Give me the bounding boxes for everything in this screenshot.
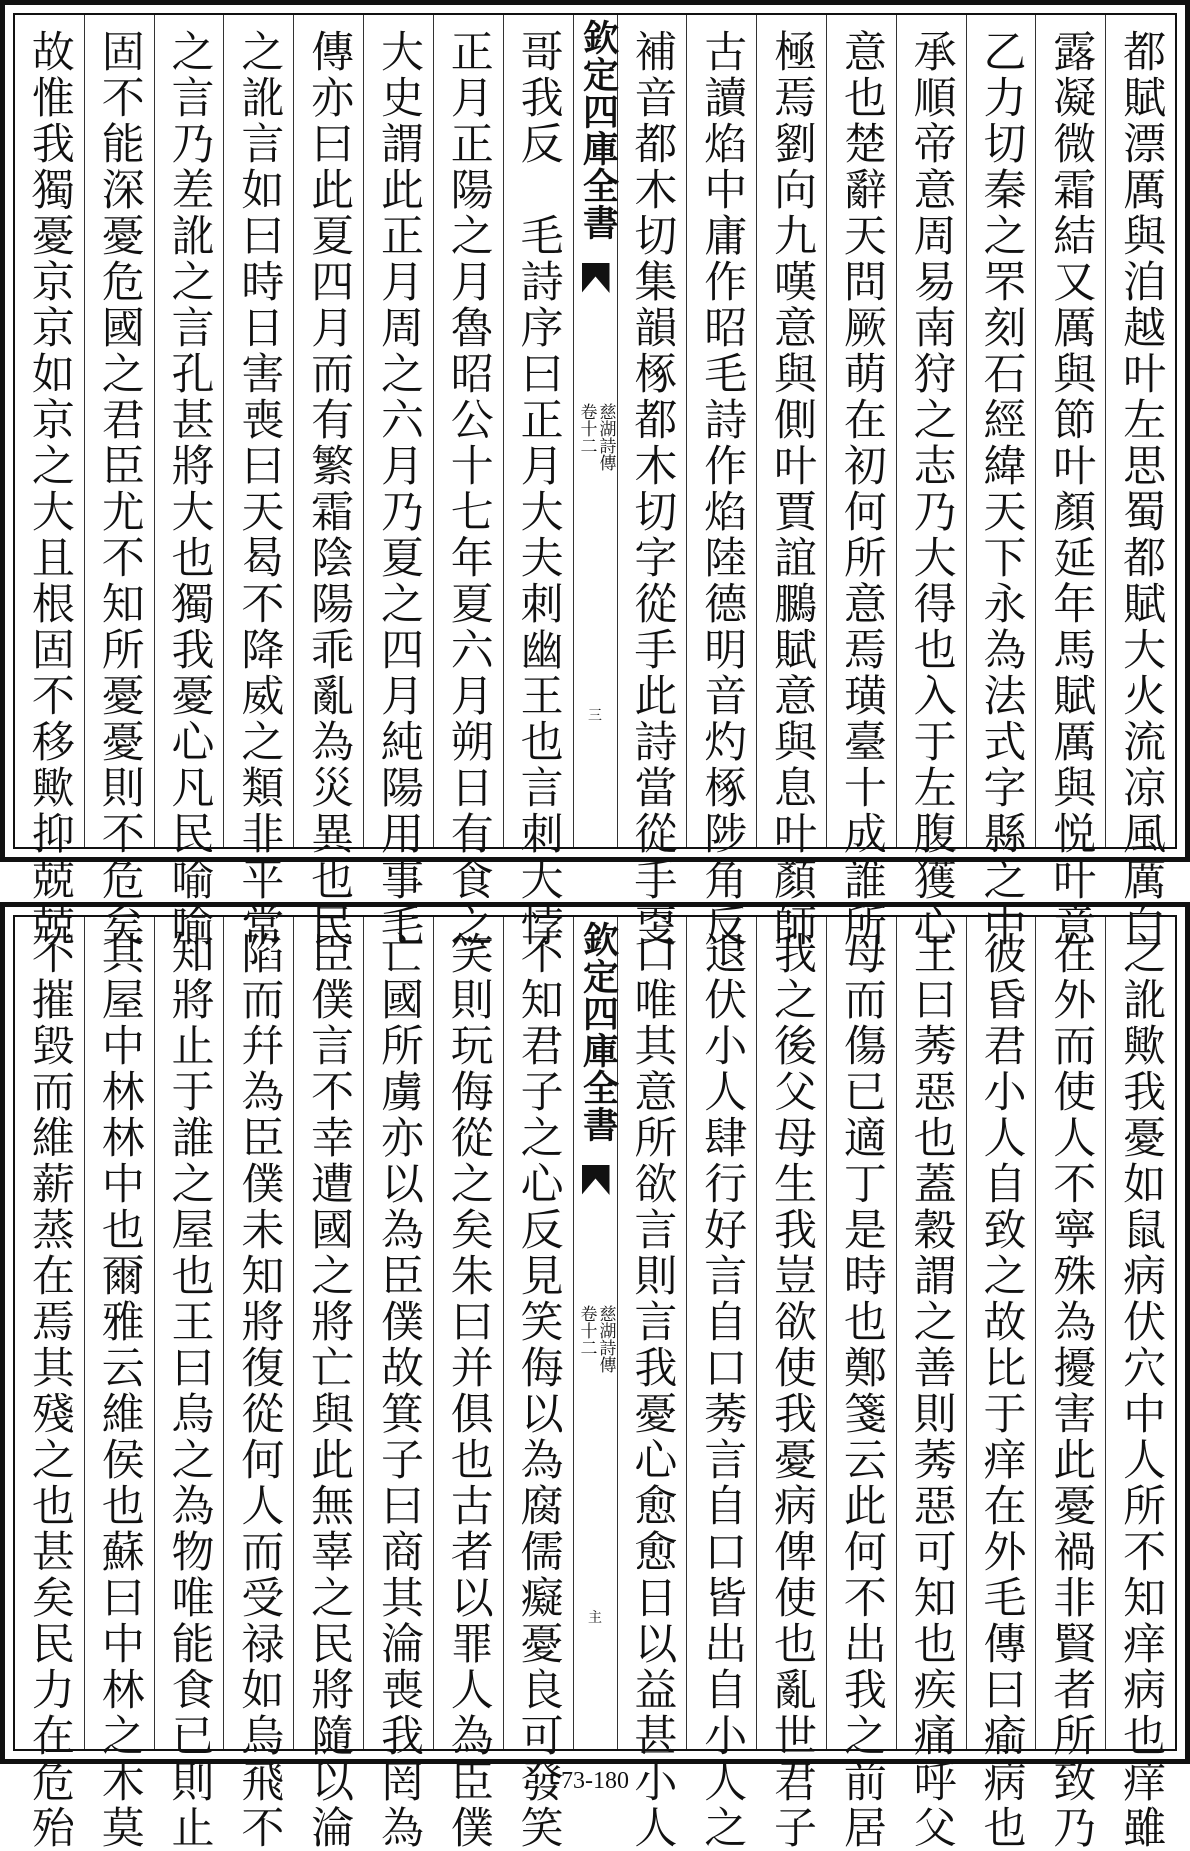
column-text: 補音都木切集韻椓都木切字從手此詩當從手㪅 — [627, 29, 678, 949]
text-column — [15, 15, 84, 949]
text-column — [84, 15, 154, 949]
column-text: 之言乃差訛之言孔甚將大也獨我憂心凡民喻喻 — [164, 29, 215, 949]
page-number: 73-180 — [561, 1768, 629, 1794]
text-columns — [15, 15, 1175, 949]
text-column — [15, 917, 84, 1851]
column-text: 不摧毀而維薪蒸在焉其殘之也甚矣民力在危殆 — [24, 931, 75, 1851]
column-text: 退伏小人肆行好言自口莠言自口皆出自小人之 — [697, 931, 748, 1851]
column-text: 哥我反 毛詩序曰正月大夫刺幽王也言刺大悖 — [513, 29, 564, 949]
text-column — [154, 917, 224, 1851]
text-column — [756, 917, 826, 1851]
center-fold — [573, 917, 620, 1749]
text-column — [896, 917, 966, 1851]
fish-tail-mark — [582, 263, 610, 293]
column-text: 不知君子之心反見笑侮以為腐儒癡憂良可發笑 — [513, 931, 564, 1851]
center-subtitle — [578, 1305, 614, 1425]
volume-label: 卷十二 — [576, 403, 597, 454]
column-text: 極焉劉向九嘆意與側叶賈誼鵩賦意與息叶顏師 — [767, 29, 818, 949]
leaf-number: 主 — [588, 1610, 602, 1626]
text-column — [154, 15, 224, 949]
text-column — [756, 15, 826, 949]
panel-frame — [13, 13, 1177, 949]
column-text: 之訛言如曰時日害喪曰天曷不降威之類非平常 — [234, 29, 285, 949]
column-text: 其屋中林林中也爾雅云維侯也蘇曰中林之木莫 — [94, 931, 145, 1851]
column-text: 笑則玩侮從之矣朱曰并俱也古者以罪人為臣僕 — [443, 931, 494, 1851]
text-column — [363, 917, 433, 1851]
center-title: 欽定四庫全書 — [577, 921, 620, 1143]
column-text: 我之後父母生我豈欲使我憂病俾使也亂世君子 — [767, 931, 818, 1851]
column-text: 彼昏君小人自致之故比于痒在外毛傳曰瘉病也 — [976, 931, 1027, 1851]
text-column — [896, 15, 966, 949]
center-title: 欽定四庫全書 — [577, 19, 620, 241]
text-column — [293, 917, 363, 1851]
column-text: 露凝微霜結又厲與節叶顏延年馬賦厲與悦叶意 — [1046, 29, 1097, 949]
text-column — [966, 15, 1036, 949]
text-column — [1035, 15, 1105, 949]
column-text: 臣僕言不幸遭國之將亡與此無辜之民將隨以淪 — [304, 931, 355, 1851]
text-column — [503, 917, 573, 1851]
center-fold — [573, 15, 620, 847]
book-title: 慈湖詩傳 — [595, 1305, 616, 1373]
text-column — [686, 917, 756, 1851]
column-text: 故惟我獨憂京京如京之大且根固不移歟抑兢兢 — [24, 29, 75, 949]
leaf-number: 三 — [588, 708, 602, 724]
text-column — [686, 15, 756, 949]
text-column — [1105, 15, 1175, 949]
column-text: 固不能深憂危國之君臣尤不知所憂憂則不危矣 — [94, 29, 145, 949]
text-column — [966, 917, 1036, 1851]
text-column — [293, 15, 363, 949]
column-text: 古讀焰中庸作昭毛詩作焰陸德明音灼椓陟角反 — [697, 29, 748, 949]
text-column — [503, 15, 573, 949]
text-column — [617, 917, 687, 1851]
column-text: 陷而幷為臣僕未知將復從何人而受禄如烏飛不 — [234, 931, 285, 1851]
column-text: 承順帝意周易南狩之志乃大得也入于左腹獲心 — [906, 29, 957, 949]
column-text: 都賦漂厲與洎越叶左思蜀都賦大火流凉風厲白 — [1116, 29, 1167, 949]
text-column — [84, 917, 154, 1851]
column-text: 亡國所虜亦以為臣僕故箕子曰商其淪喪我罔為 — [373, 931, 424, 1851]
text-column — [826, 15, 896, 949]
fish-tail-mark — [582, 1165, 610, 1195]
column-text: 在外而使人不寧殊為擾害此憂禍非賢者所致乃 — [1046, 931, 1097, 1851]
column-text: 正月正陽之月魯昭公十七年夏六月朔日有食之 — [443, 29, 494, 949]
column-text: 口唯其意所欲言則言我憂心愈愈日以益甚小人 — [627, 931, 678, 1851]
column-text: 乙力切秦之罘刻石經緯天下永為法式字縣之中 — [976, 29, 1027, 949]
column-text: 傳亦曰此夏四月而有繁霜陰陽乖亂為災異也民 — [304, 29, 355, 949]
text-column — [1035, 917, 1105, 1851]
text-column — [433, 917, 503, 1851]
center-subtitle — [578, 403, 614, 523]
column-text: 大史謂此正月周之六月乃夏之四月純陽用事毛 — [373, 29, 424, 949]
text-column — [617, 15, 687, 949]
column-text: 意也楚辭天問厥萌在初何所意焉璜臺十成誰所 — [836, 29, 887, 949]
text-column — [433, 15, 503, 949]
column-text: 母而傷已適丁是時也鄭箋云此何不出我之前居 — [836, 931, 887, 1851]
column-text: 知將止于誰之屋也王曰烏之為物唯能食已則止 — [164, 931, 215, 1851]
column-text: 王曰莠惡也蓋穀謂之善則莠惡可知也疾痛呼父 — [906, 931, 957, 1851]
volume-label: 卷十二 — [576, 1305, 597, 1356]
text-column — [363, 15, 433, 949]
book-title: 慈湖詩傳 — [595, 403, 616, 471]
text-column — [826, 917, 896, 1851]
text-column — [223, 15, 293, 949]
column-text: 之訛歟我憂如鼠病伏穴中人所不知痒病也痒雖 — [1116, 931, 1167, 1851]
text-column — [1105, 917, 1175, 1851]
text-column — [223, 917, 293, 1851]
